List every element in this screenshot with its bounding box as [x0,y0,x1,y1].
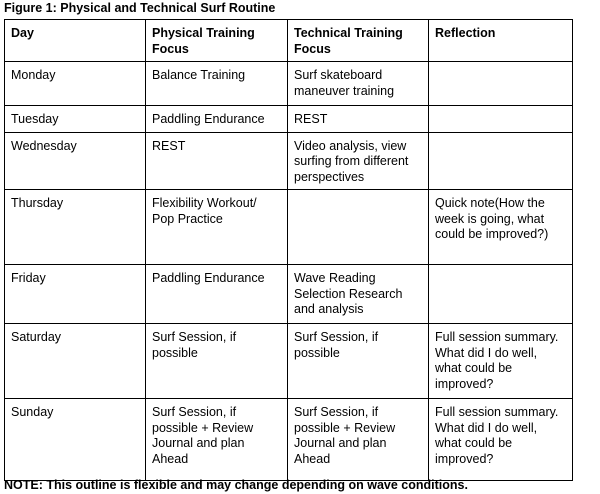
cell-physical: Surf Session, if possible [146,324,288,399]
cell-technical: REST [288,106,429,133]
figure-caption: Figure 1: Physical and Technical Surf Routine [4,1,276,15]
cell-day: Monday [5,62,146,106]
cell-reflection [429,62,573,106]
table-row [5,265,573,324]
table-row [5,106,573,133]
cell-reflection [429,265,573,324]
cell-day: Saturday [5,324,146,399]
cell-technical: Surf Session, if possible + Review Journal and plan Ahead [288,399,429,481]
cell-day: Tuesday [5,106,146,133]
cell-day: Thursday [5,190,146,265]
table-row [5,399,573,481]
cell-physical: Balance Training [146,62,288,106]
cell-day: Wednesday [5,132,146,190]
cell-physical: Paddling Endurance [146,106,288,133]
cell-day: Friday [5,265,146,324]
header-physical-training-focus: Physical Training Focus [146,20,288,62]
table-row [5,62,573,106]
cell-day: Sunday [5,399,146,481]
cell-technical: Surf Session, if possible [288,324,429,399]
header-reflection: Reflection [429,20,573,62]
cell-technical: Surf skateboard maneuver training [288,62,429,106]
cell-technical: Video analysis, view surfing from different perspectives [288,132,429,190]
cell-physical: REST [146,132,288,190]
cell-reflection [429,132,573,190]
cell-reflection: Full session summary. What did I do well, what could be improved? [429,399,573,481]
cell-technical [288,190,429,265]
header-technical-training-focus: Technical Training Focus [288,20,429,62]
footer-note: NOTE: This outline is flexible and may change depending on wave conditions. [4,478,468,492]
cell-physical: Flexibility Workout/ Pop Practice [146,190,288,265]
cell-reflection: Quick note(How the week is going, what could be improved?) [429,190,573,265]
table-header-row [5,20,573,62]
cell-reflection: Full session summary. What did I do well, what could be improved? [429,324,573,399]
table-row [5,324,573,399]
cell-physical: Surf Session, if possible + Review Journal and plan Ahead [146,399,288,481]
header-day: Day [5,20,146,62]
surf-routine-table [4,19,573,481]
table-row [5,132,573,190]
table-row [5,190,573,265]
cell-physical: Paddling Endurance [146,265,288,324]
cell-reflection [429,106,573,133]
cell-technical: Wave Reading Selection Research and analysis [288,265,429,324]
